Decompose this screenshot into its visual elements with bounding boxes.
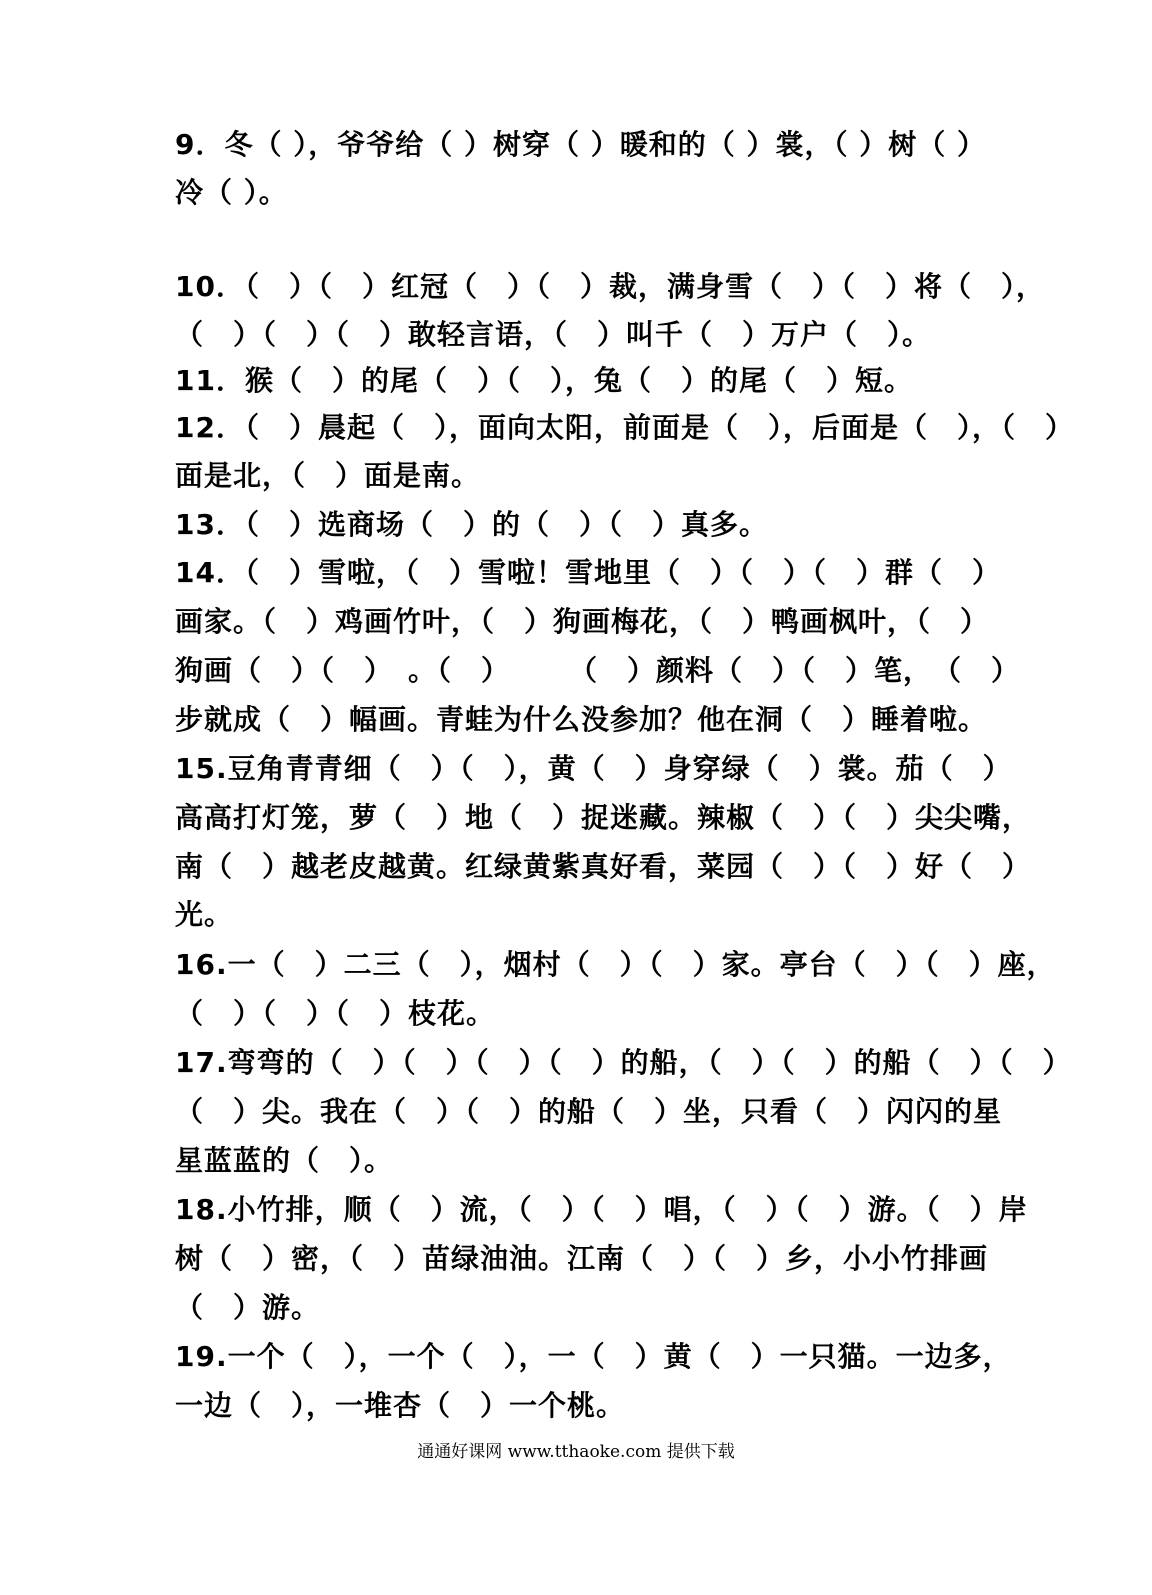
question-18-line-2: 树（ ）密，（ ）苗绿油油。江南（ ）（ ）乡，小小竹排画 xyxy=(175,1242,989,1275)
question-15-line-3: 南（ ）越老皮越黄。红绿黄紫真好看，菜园（ ）（ ）好（ ） xyxy=(175,850,1032,883)
question-13-line-1: 13．（ ）选商场（ ）的（ ）（ ）真多。 xyxy=(175,508,768,541)
question-12-line-2: 面是北，（ ）面是南。 xyxy=(175,459,481,492)
question-19-line-1: 19.一个（ ），一个（ ），一（ ）黄（ ）一只猫。一边多， xyxy=(175,1340,1012,1373)
question-19-line-2: 一边（ ），一堆杏（ ）一个桃。 xyxy=(175,1389,626,1422)
question-17-line-1: 17.弯弯的（ ）（ ）（ ）（ ）的船，（ ）（ ）的船（ ）（ ） xyxy=(175,1046,1072,1079)
question-14-line-3: 狗画（ ）（ ） 。（ ） （ ）颜料（ ）（ ）笔， （ ） xyxy=(175,654,1021,687)
question-16-line-2: （ ）（ ）（ ）枝花。 xyxy=(175,997,496,1030)
question-10-line-1: 10．（ ）（ ）红冠（ ）（ ）裁，满身雪（ ）（ ）将（ ）， xyxy=(175,270,1045,303)
question-11-line-1: 11．猴（ ）的尾（ ）（ ），兔（ ）的尾（ ）短。 xyxy=(175,364,913,397)
question-10-line-2: （ ）（ ）（ ）敢轻言语，（ ）叫千（ ）万户（ ）。 xyxy=(175,318,932,351)
question-18-line-3: （ ）游。 xyxy=(175,1291,321,1324)
question-18-line-1: 18.小竹排，顺（ ）流，（ ）（ ）唱，（ ）（ ）游。（ ）岸 xyxy=(175,1193,1028,1226)
question-16-line-1: 16.一（ ）二三（ ），烟村（ ）（ ）家。亭台（ ）（ ）座， xyxy=(175,948,1056,981)
question-12-line-1: 12．（ ）晨起（ ），面向太阳，前面是（ ），后面是（ ），（ ） xyxy=(175,411,1074,444)
question-14-line-2: 画家。（ ）鸡画竹叶，（ ）狗画梅花，（ ）鸭画枫叶，（ ） xyxy=(175,605,990,638)
question-15-line-2: 高高打灯笼，萝（ ）地（ ）捉迷藏。辣椒（ ）（ ）尖尖嘴， xyxy=(175,801,1032,834)
question-14-line-1: 14．（ ）雪啦，（ ）雪啦！雪地里（ ）（ ）（ ）群（ ） xyxy=(175,556,1001,589)
question-9-line-2: 冷（ ）。 xyxy=(175,176,288,209)
page-footer: 通通好课网 www.tthaoke.com 提供下载 xyxy=(417,1442,735,1462)
question-17-line-3: 星蓝蓝的（ ）。 xyxy=(175,1144,394,1177)
question-9-line-1: 9．冬（ ），爷爷给（ ）树穿（ ）暖和的（ ）裳，（ ）树（ ） xyxy=(175,128,986,161)
question-17-line-2: （ ）尖。我在（ ）（ ）的船（ ）坐，只看（ ）闪闪的星 xyxy=(175,1095,1003,1128)
question-15-line-4: 光。 xyxy=(175,898,234,931)
question-14-line-4: 步就成（ ）幅画。青蛙为什么没参加？他在洞（ ）睡着啦。 xyxy=(175,703,988,736)
question-15-line-1: 15.豆角青青细（ ）（ ），黄（ ）身穿绿（ ）裳。茄（ ） xyxy=(175,752,1012,785)
